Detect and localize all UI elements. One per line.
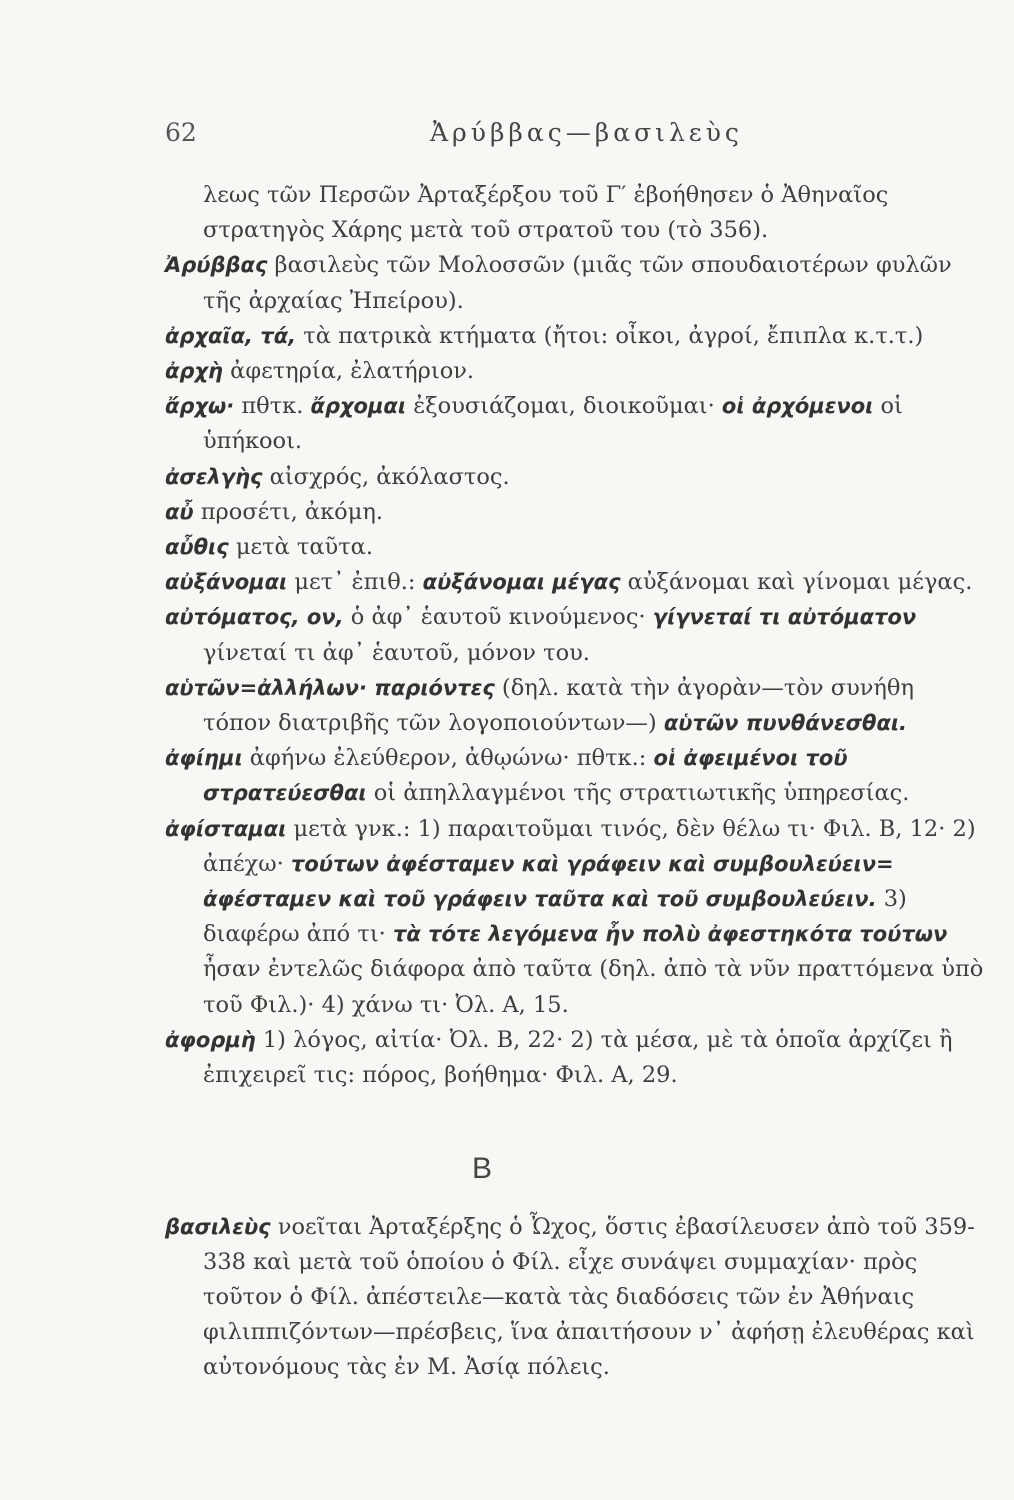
glossary-section-a xyxy=(165,178,985,1093)
entry-lemma: βασιλεὺς xyxy=(165,1215,271,1239)
entry-text: ἦσαν ἐντελῶς διάφορα ἀπὸ ταῦτα (δηλ. ἀπὸ τὰ νῦν πραττόμενα ὑπὸ τοῦ Φιλ.)· 4) χάνω τι· Ὀλ. Α, 15. xyxy=(203,956,984,1018)
glossary-entry xyxy=(165,495,985,530)
entry-lemma: ἀρχαῖα, τά, xyxy=(165,323,297,348)
entry-text: πθτκ. xyxy=(234,393,311,420)
entry-text: ἀφετηρία, ἐλατήριον. xyxy=(222,358,475,385)
entry-text: οἱ ἀπηλλαγμένοι τῆς στρατιωτικῆς ὑπηρεσίας. xyxy=(366,780,910,807)
entry-lemma: ἀρχὴ xyxy=(165,359,223,384)
entry-phrase: οἱ ἀρχόμενοι xyxy=(721,394,874,419)
entry-phrase: ἄρχομαι xyxy=(310,394,407,419)
entry-lemma: αὑτῶν=ἀλλήλων· παριόντες xyxy=(165,675,495,700)
entry-text: γίνεταί τι ἀφ᾽ ἑαυτοῦ, μόνον του. xyxy=(203,639,590,666)
glossary-entry xyxy=(165,600,985,670)
entry-lemma: ἄρχω· xyxy=(165,394,235,419)
glossary-section-b xyxy=(165,1210,985,1385)
glossary-entry xyxy=(165,741,985,811)
glossary-entry xyxy=(165,319,985,354)
entry-phrase: γίγνεταί τι αὐτόματον xyxy=(652,605,917,630)
entry-lemma: αὖ xyxy=(165,499,194,524)
entry-text: ἀφήνω ἐλεύθερον, ἀθῳώνω· πθτκ.: xyxy=(242,745,654,772)
entry-text: αἰσχρός, ἀκόλαστος. xyxy=(262,463,510,490)
glossary-entry xyxy=(165,671,985,741)
entry-phrase: αὐξάνομαι μέγας xyxy=(422,570,621,595)
entry-text: 1) λόγος, αἰτία· Ὀλ. Β, 22· 2) τὰ μέσα, μὲ τὰ ὁποῖα ἀρχίζει ἢ ἐπιχειρεῖ τις: πόρος, βοήθημα· Φιλ. Α, 29. xyxy=(203,1026,953,1089)
entry-text: (δηλ. κατὰ τὴν ἀγορὰν—τὸν συνήθη τόπον διατριβῆς τῶν λογοποιούντων—) xyxy=(203,674,914,737)
section-letter: Β xyxy=(472,1152,493,1185)
entry-text: ὁ ἀφ᾽ ἑαυτοῦ κινούμενος· xyxy=(343,604,653,631)
entry-lemma: ἀφορμὴ xyxy=(165,1027,256,1052)
glossary-entry xyxy=(165,1210,985,1385)
glossary-entry xyxy=(165,812,985,1023)
glossary-entry xyxy=(165,565,985,600)
entry-text: βασιλεὺς τῶν Μολοσσῶν (μιᾶς τῶν σπουδαιοτέρων φυλῶν τῆς ἀρχαίας Ἠπείρου). xyxy=(203,252,952,314)
page-number: 62 xyxy=(165,118,197,147)
entry-text: ἐξουσιάζομαι, διοικοῦμαι· xyxy=(406,393,722,420)
entry-text: 3) διαφέρω ἀπό τι· xyxy=(203,886,907,948)
entry-phrase: τούτων ἀφέσταμεν καὶ γράφειν καὶ συμβουλεύειν= ἀφέσταμεν καὶ τοῦ γράφειν ταῦτα καὶ τοῦ συμβουλεύειν. xyxy=(203,851,894,912)
entry-phrase: οἱ ἀφειμένοι τοῦ στρατεύεσθαι xyxy=(203,746,848,806)
entry-phrase: αὑτῶν πυνθάνεσθαι. xyxy=(663,711,908,736)
glossary-entry xyxy=(165,1023,985,1093)
entry-lemma: αὐτόματος, ον, xyxy=(165,605,344,630)
entry-lemma: ἀφίσταμαι xyxy=(165,816,287,841)
entry-text: προσέτι, ἀκόμη. xyxy=(193,498,383,525)
glossary-entry xyxy=(165,530,985,565)
entry-phrase: τὰ τότε λεγόμενα ἦν πολὺ ἀφεστηκότα τούτων xyxy=(392,922,948,947)
entry-text: μετ᾽ ἐπιθ.: xyxy=(287,569,423,596)
glossary-entry xyxy=(165,248,985,318)
entry-lemma: ἀφίημι xyxy=(165,746,243,771)
entry-lemma: αὖθις xyxy=(165,535,229,560)
entry-text: αὐξάνομαι καὶ γίνομαι μέγας. xyxy=(620,569,973,596)
entry-text: οἱ ὑπήκοοι. xyxy=(203,393,903,455)
glossary-entry xyxy=(165,354,985,389)
entry-text: μετὰ ταῦτα. xyxy=(228,534,374,561)
entry-text: μετὰ γνκ.: 1) παραιτοῦμαι τινός, δὲν θέλω τι· Φιλ. Β, 12· 2) ἀπέχω· xyxy=(203,815,976,877)
entry-text: λεως τῶν Περσῶν Ἀρταξέρξου τοῦ Γ′ ἐβοήθησεν ὁ Ἀθηναῖος στρατηγὸς Χάρης μετὰ τοῦ στρατοῦ του (τὸ 356). xyxy=(203,182,889,244)
running-head: Ἀρύββας—βασιλεὺς xyxy=(430,118,743,147)
glossary-entry xyxy=(165,389,985,459)
entry-continuation xyxy=(165,178,985,248)
entry-lemma: αὐξάνομαι xyxy=(165,570,288,595)
entry-lemma: Ἀρύββας xyxy=(165,253,268,278)
entry-lemma: ἀσελγὴς xyxy=(165,464,263,489)
entry-text: τὰ πατρικὰ κτήματα (ἤτοι: οἶκοι, ἀγροί, ἔπιπλα κ.τ.τ.) xyxy=(296,322,924,349)
glossary-entry xyxy=(165,460,985,495)
entry-text: νοεῖται Ἀρταξέρξης ὁ Ὦχος, ὅστις ἐβασίλευσεν ἀπὸ τοῦ 359-338 καὶ μετὰ τοῦ ὁποίου ὁ Φίλ. εἶχε συνάψει συμμαχίαν· πρὸς τοῦτον ὁ Φίλ. ἀπέστειλε—κατὰ τὰς διαδόσεις τῶν ἐν Ἀθήναις φιλιππιζόντων—πρέσβεις, ἵνα ἀπαιτήσουν ν᾽ ἀφήσῃ ἐλευθέρας καὶ αὐτονόμους τὰς ἐν Μ. Ἀσίᾳ πόλεις. xyxy=(203,1214,975,1380)
